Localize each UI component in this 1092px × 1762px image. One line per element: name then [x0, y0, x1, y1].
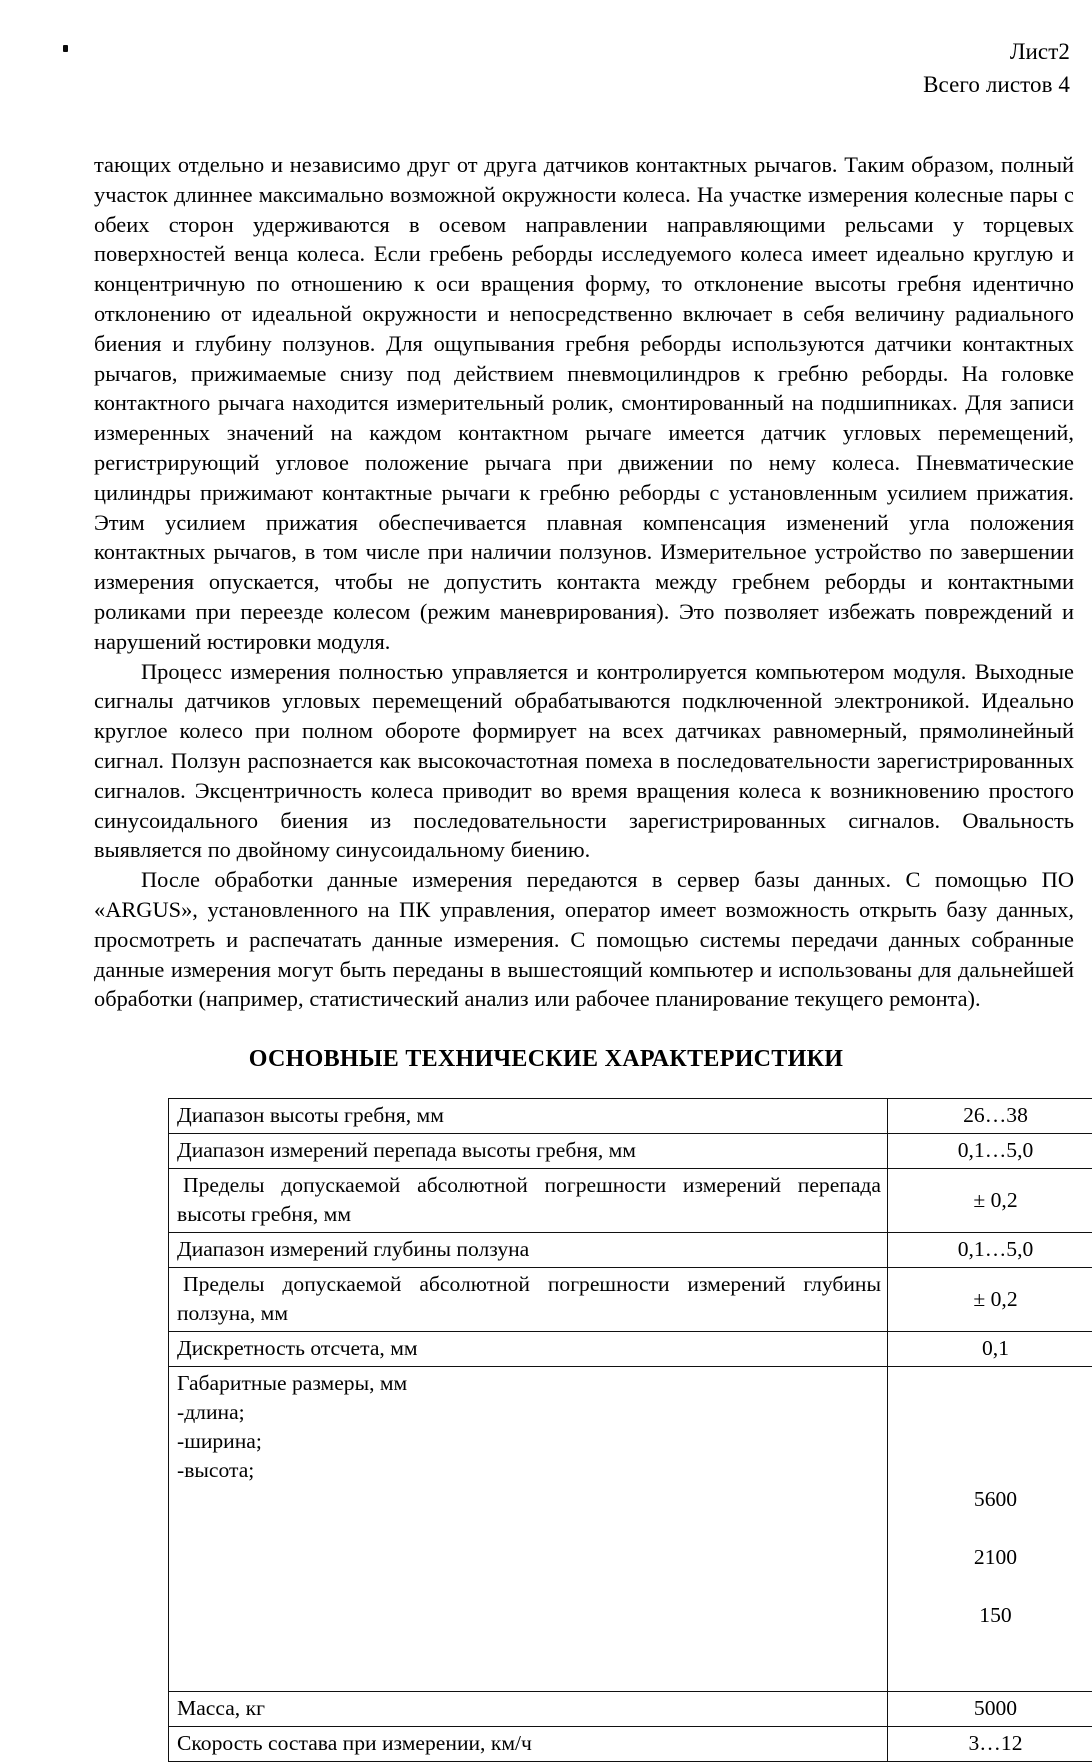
table-row [169, 1169, 1092, 1233]
spec-parameter: Диапазон высоты гребня, мм [169, 1099, 888, 1134]
table-row-dimensions [169, 1367, 1092, 1692]
spec-value: ± 0,2 [888, 1169, 1092, 1233]
spec-value: 0,1…5,0 [888, 1233, 1092, 1268]
spec-parameter: Масса, кг [169, 1692, 888, 1727]
spec-parameter: Пределы допускаемой абсолютной погрешности измерений глубины ползуна, мм [169, 1268, 888, 1332]
paragraph-1: тающих отдельно и независимо друг от друга датчиков контактных рычагов. Таким образом, полный участок длиннее максимально возможной окружности колеса. На участке измерения колесные пары с обеих сторон удерживаются в осевом направлении направляющими рельсами у торцевых поверхностей венца колеса. Если гребень реборды исследуемого колеса имеет идеально круглую и концентричную по отношению к оси вращения форму, то отклонение высоты гребня идентично отклонению от идеальной окружности и непосредственно включает в себя величину радиального биения и глубину ползунов. Для ощупывания гребня реборды используются датчики контактных рычагов, прижимаемые снизу под действием пневмоцилиндров к гребню реборды. На головке контактного рычага находится измерительный ролик, смонтированный на подшипниках. Для записи измеренных значений на каждом контактном рычаге имеется датчик угловых перемещений, регистрирующий угловое положение рычага при движении по нему колеса. Пневматические цилиндры прижимают контактные рычаги к гребню реборды с установленным усилием прижатия. Этим усилием прижатия обеспечивается плавная компенсация изменений угла положения контактных рычагов, в том числе при наличии ползунов. Измерительное устройство по завершении измерения опускается, чтобы не допустить контакта между гребнем реборды и контактными роликами при переезде колесом (режим маневрирования). Это позволяет избежать повреждений и нарушений юстировки модуля. [94, 150, 1074, 657]
table-row [169, 1692, 1092, 1727]
dimension-height-label: -высота; [177, 1456, 881, 1485]
spec-parameter-dimensions [169, 1367, 888, 1692]
dimensions-sub-list [177, 1398, 881, 1485]
spec-value: 3…12 [888, 1727, 1092, 1762]
specs-section-heading: ОСНОВНЫЕ ТЕХНИЧЕСКИЕ ХАРАКТЕРИСТИКИ [0, 1046, 1092, 1073]
spec-value: ± 0,2 [888, 1268, 1092, 1332]
spec-value: 5000 [888, 1692, 1092, 1727]
dimension-height-value: 150 [896, 1601, 1092, 1630]
table-row [169, 1268, 1092, 1332]
sheet-number-label: Лист2 [923, 36, 1070, 69]
spec-value: 26…38 [888, 1099, 1092, 1134]
spec-parameter: Скорость состава при измерении, км/ч [169, 1727, 888, 1762]
spec-value: 0,1 [888, 1332, 1092, 1367]
specs-table [168, 1098, 1092, 1762]
table-row [169, 1134, 1092, 1169]
dimensions-values [896, 1398, 1092, 1659]
table-row [169, 1727, 1092, 1762]
total-sheets-label: Всего листов 4 [923, 69, 1070, 102]
table-row [169, 1099, 1092, 1134]
table-row [169, 1233, 1092, 1268]
dimension-width-value: 2100 [896, 1543, 1092, 1572]
dimension-length-label: -длина; [177, 1398, 881, 1427]
table-row [169, 1332, 1092, 1367]
document-body [94, 150, 1074, 1014]
spec-parameter: Пределы допускаемой абсолютной погрешности измерений перепада высоты гребня, мм [169, 1169, 888, 1233]
paragraph-2: Процесс измерения полностью управляется и контролируется компьютером модуля. Выходные сигналы датчиков угловых перемещений обрабатываются подключенной электроникой. Идеально круглое колесо при полном обороте формирует на всех датчиках равномерный, прямолинейный сигнал. Ползун распознается как высокочастотная помеха в последовательности зарегистрированных сигналов. Эксцентричность колеса приводит во время вращения колеса к возникновению простого синусоидального биения из последовательности зарегистрированных сигналов. Овальность выявляется по двойному синусоидальному биению. [94, 657, 1074, 866]
dimension-width-label: -ширина; [177, 1427, 881, 1456]
dimensions-title: Габаритные размеры, мм [177, 1369, 881, 1398]
spec-parameter: Диапазон измерений перепада высоты гребня, мм [169, 1134, 888, 1169]
dimension-length-value: 5600 [896, 1485, 1092, 1514]
spec-parameter: Дискретность отсчета, мм [169, 1332, 888, 1367]
specs-table-container [168, 1098, 1071, 1762]
scan-artifact-dot [63, 45, 68, 52]
spec-parameter: Диапазон измерений глубины ползуна [169, 1233, 888, 1268]
spec-value-dimensions [888, 1367, 1092, 1692]
spec-value: 0,1…5,0 [888, 1134, 1092, 1169]
page-header [923, 36, 1070, 101]
paragraph-3: После обработки данные измерения передаются в сервер базы данных. С помощью ПО «ARGUS», установленного на ПК управления, оператор имеет возможность открыть базу данных, просмотреть и распечатать данные измерения. С помощью системы передачи данных собранные данные измерения могут быть переданы в вышестоящий компьютер и использованы для дальнейшей обработки (например, статистический анализ или рабочее планирование текущего ремонта). [94, 865, 1074, 1014]
